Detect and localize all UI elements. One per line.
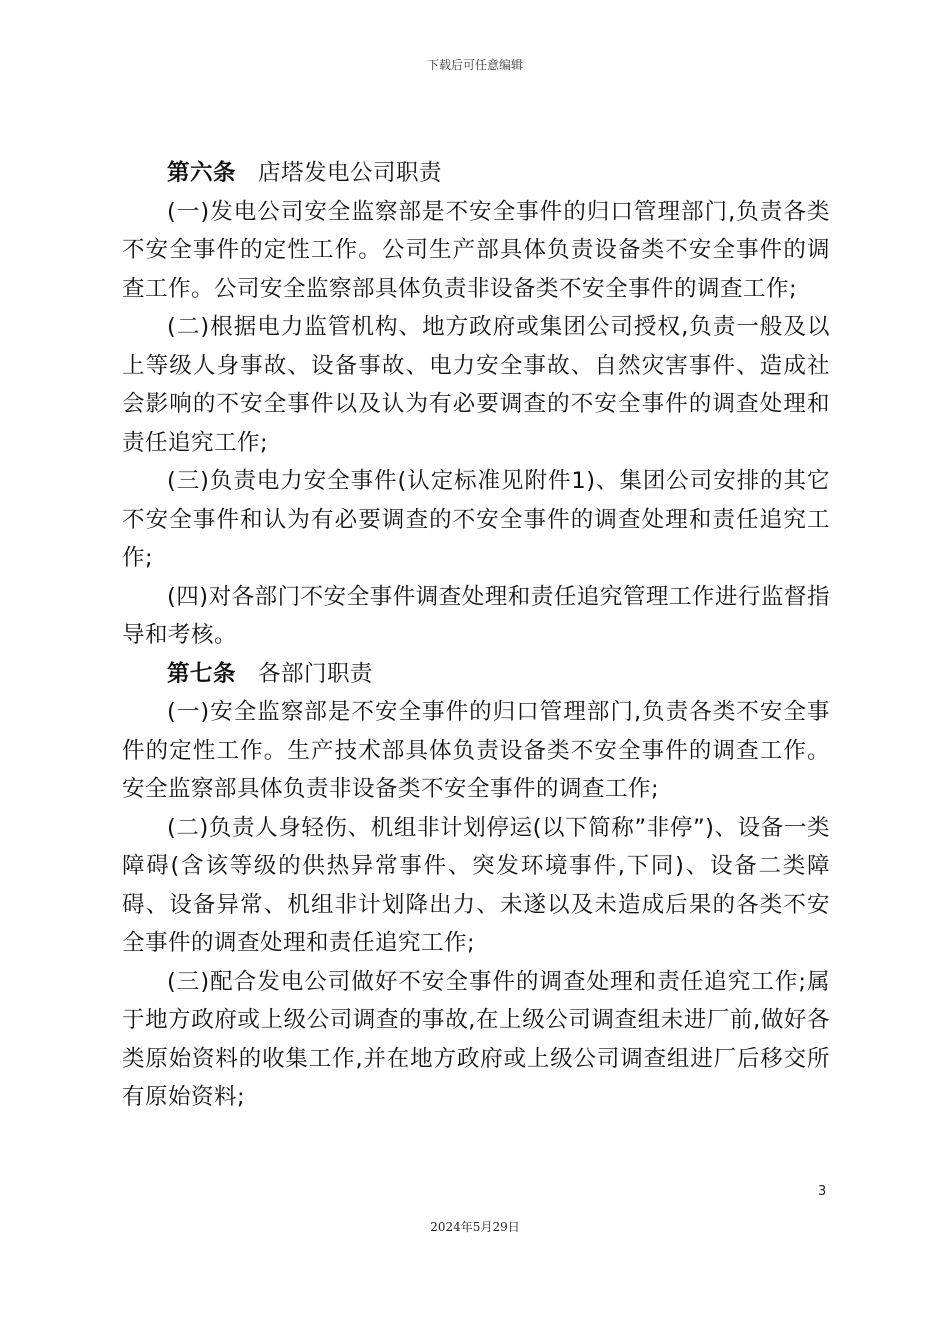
article-7-paragraph-3: (三)配合发电公司做好不安全事件的调查处理和责任追究工作;属于地方政府或上级公司调查的事故,在上级公司调查组未进厂前,做好各类原始资料的收集工作,并在地方政府或上级公司调查组进厂后移交所有原始资料; [122, 968, 830, 1110]
article-6-paragraph-3: (三)负责电力安全事件(认定标准见附件1)、集团公司安排的其它不安全事件和认为有必要调查的不安全事件的调查处理和责任追究工作; [122, 468, 830, 571]
article-6-paragraph-1: (一)发电公司安全监察部是不安全事件的归口管理部门,负责各类不安全事件的定性工作。公司生产部具体负责设备类不安全事件的调查工作。公司安全监察部具体负责非设备类不安全事件的调查工作; [122, 198, 830, 302]
article-7-number: 第七条 [167, 660, 237, 687]
page-number: 3 [818, 1184, 827, 1199]
document-body [122, 154, 830, 1117]
article-6-heading [122, 154, 830, 193]
page-header: 下载后可任意编辑 [426, 58, 523, 72]
article-6-title: 店塔发电公司职责 [258, 160, 443, 186]
article-7-paragraph-2: (二)负责人身轻伤、机组非计划停运(以下简称”非停”)、设备一类障碍(含该等级的供热异常事件、突发环境事件,下同)、设备二类障碍、设备异常、机组非计划降出力、未遂以及未造成后果的各类不安全事件的调查处理和责任追究工作; [122, 814, 830, 956]
article-6-number: 第六条 [167, 160, 237, 186]
article-7-paragraph-1: (一)安全监察部是不安全事件的归口管理部门,负责各类不安全事件的定性工作。生产技术部具体负责设备类不安全事件的调查工作。安全监察部具体负责非设备类不安全事件的调查工作; [122, 699, 830, 802]
article-6-paragraph-4: (四)对各部门不安全事件调查处理和责任追究管理工作进行监督指导和考核。 [122, 583, 830, 648]
page-footer-date: 2024年5月29日 [430, 1220, 520, 1234]
article-7-title: 各部门职责 [258, 660, 374, 687]
article-7-heading [122, 655, 830, 694]
article-6-paragraph-2: (二)根据电力监管机构、地方政府或集团公司授权,负责一般及以上等级人身事故、设备事故、电力安全事故、自然灾害事件、造成社会影响的不安全事件以及认为有必要调查的不安全事件的调查处理和责任追究工作; [122, 314, 830, 456]
